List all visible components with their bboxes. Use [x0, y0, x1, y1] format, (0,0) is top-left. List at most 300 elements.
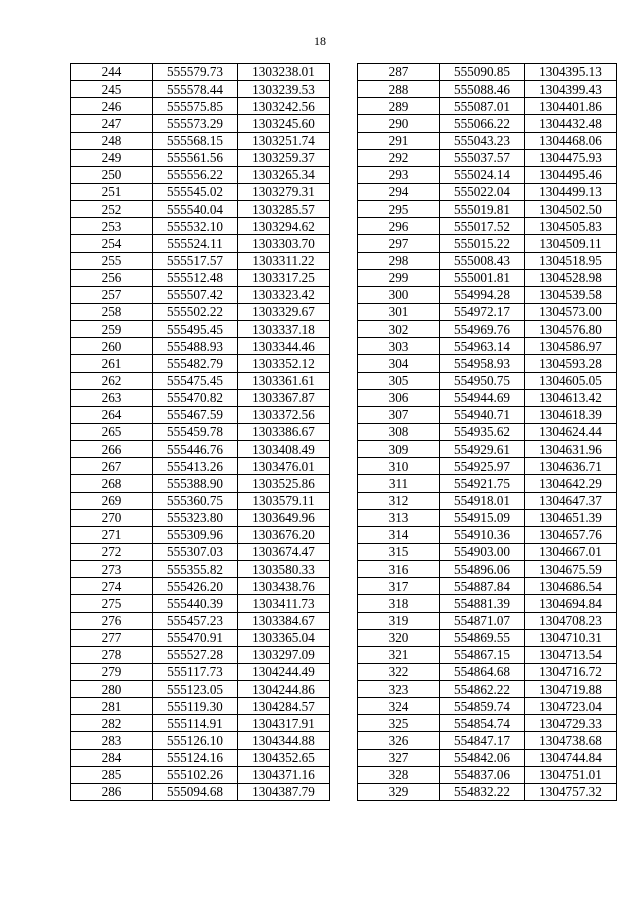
table-row	[71, 475, 330, 492]
point-number-cell: 311	[358, 475, 440, 492]
table-row	[71, 81, 330, 98]
x-coordinate-cell: 555575.85	[153, 98, 238, 115]
table-row	[71, 166, 330, 183]
x-coordinate-cell: 555459.78	[153, 423, 238, 440]
table-row	[71, 561, 330, 578]
table-row	[358, 492, 617, 509]
y-coordinate-cell: 1304686.54	[525, 578, 617, 595]
y-coordinate-cell: 1304757.32	[525, 783, 617, 800]
table-row	[358, 218, 617, 235]
y-coordinate-cell: 1304399.43	[525, 81, 617, 98]
y-coordinate-cell: 1303384.67	[238, 612, 330, 629]
point-number-cell: 257	[71, 286, 153, 303]
y-coordinate-cell: 1303408.49	[238, 441, 330, 458]
x-coordinate-cell: 554915.09	[440, 509, 525, 526]
table-row	[71, 612, 330, 629]
y-coordinate-cell: 1303438.76	[238, 578, 330, 595]
x-coordinate-cell: 555470.82	[153, 389, 238, 406]
x-coordinate-cell: 554903.00	[440, 543, 525, 560]
x-coordinate-cell: 554842.06	[440, 749, 525, 766]
y-coordinate-cell: 1304387.79	[238, 783, 330, 800]
point-number-cell: 304	[358, 355, 440, 372]
table-row	[358, 406, 617, 423]
y-coordinate-cell: 1304636.71	[525, 458, 617, 475]
x-coordinate-cell: 554864.68	[440, 663, 525, 680]
table-row	[71, 406, 330, 423]
x-coordinate-cell: 555426.20	[153, 578, 238, 595]
table-row	[71, 252, 330, 269]
x-coordinate-cell: 555446.76	[153, 441, 238, 458]
y-coordinate-cell: 1304576.80	[525, 321, 617, 338]
point-number-cell: 290	[358, 115, 440, 132]
point-number-cell: 312	[358, 492, 440, 509]
x-coordinate-cell: 555482.79	[153, 355, 238, 372]
point-number-cell: 253	[71, 218, 153, 235]
y-coordinate-cell: 1303386.67	[238, 423, 330, 440]
table-row	[71, 629, 330, 646]
x-coordinate-cell: 554925.97	[440, 458, 525, 475]
y-coordinate-cell: 1304468.06	[525, 132, 617, 149]
table-row	[71, 201, 330, 218]
table-row	[358, 766, 617, 783]
point-number-cell: 249	[71, 149, 153, 166]
y-coordinate-cell: 1303242.56	[238, 98, 330, 115]
point-number-cell: 284	[71, 749, 153, 766]
point-number-cell: 299	[358, 269, 440, 286]
point-number-cell: 323	[358, 681, 440, 698]
y-coordinate-cell: 1304647.37	[525, 492, 617, 509]
y-coordinate-cell: 1303337.18	[238, 321, 330, 338]
table-row	[358, 235, 617, 252]
point-number-cell: 300	[358, 286, 440, 303]
y-coordinate-cell: 1303317.25	[238, 269, 330, 286]
y-coordinate-cell: 1304509.11	[525, 235, 617, 252]
y-coordinate-cell: 1304593.28	[525, 355, 617, 372]
point-number-cell: 263	[71, 389, 153, 406]
x-coordinate-cell: 555022.04	[440, 183, 525, 200]
y-coordinate-cell: 1304539.58	[525, 286, 617, 303]
x-coordinate-cell: 554935.62	[440, 423, 525, 440]
x-coordinate-cell: 554887.84	[440, 578, 525, 595]
y-coordinate-cell: 1304642.29	[525, 475, 617, 492]
x-coordinate-cell: 554950.75	[440, 372, 525, 389]
x-coordinate-cell: 555309.96	[153, 526, 238, 543]
x-coordinate-cell: 555568.15	[153, 132, 238, 149]
table-row	[71, 269, 330, 286]
point-number-cell: 256	[71, 269, 153, 286]
table-row	[71, 646, 330, 663]
point-number-cell: 282	[71, 715, 153, 732]
point-number-cell: 273	[71, 561, 153, 578]
table-row	[71, 749, 330, 766]
x-coordinate-cell: 555126.10	[153, 732, 238, 749]
y-coordinate-cell: 1303580.33	[238, 561, 330, 578]
y-coordinate-cell: 1304518.95	[525, 252, 617, 269]
point-number-cell: 318	[358, 595, 440, 612]
point-number-cell: 294	[358, 183, 440, 200]
point-number-cell: 291	[358, 132, 440, 149]
y-coordinate-cell: 1304657.76	[525, 526, 617, 543]
x-coordinate-cell: 555495.45	[153, 321, 238, 338]
point-number-cell: 252	[71, 201, 153, 218]
point-number-cell: 279	[71, 663, 153, 680]
y-coordinate-cell: 1304729.33	[525, 715, 617, 732]
y-coordinate-cell: 1304401.86	[525, 98, 617, 115]
y-coordinate-cell: 1303367.87	[238, 389, 330, 406]
table-row	[71, 458, 330, 475]
x-coordinate-cell: 555517.57	[153, 252, 238, 269]
point-number-cell: 297	[358, 235, 440, 252]
table-row	[71, 441, 330, 458]
x-coordinate-cell: 555123.05	[153, 681, 238, 698]
x-coordinate-cell: 555087.01	[440, 98, 525, 115]
y-coordinate-cell: 1303525.86	[238, 475, 330, 492]
x-coordinate-cell: 554847.17	[440, 732, 525, 749]
y-coordinate-cell: 1303239.53	[238, 81, 330, 98]
point-number-cell: 328	[358, 766, 440, 783]
table-row	[358, 681, 617, 698]
y-coordinate-cell: 1303285.57	[238, 201, 330, 218]
point-number-cell: 321	[358, 646, 440, 663]
point-number-cell: 327	[358, 749, 440, 766]
y-coordinate-cell: 1303297.09	[238, 646, 330, 663]
table-row	[358, 149, 617, 166]
y-coordinate-cell: 1303674.47	[238, 543, 330, 560]
point-number-cell: 325	[358, 715, 440, 732]
table-row	[358, 269, 617, 286]
point-number-cell: 292	[358, 149, 440, 166]
table-row	[358, 252, 617, 269]
y-coordinate-cell: 1303676.20	[238, 526, 330, 543]
point-number-cell: 313	[358, 509, 440, 526]
x-coordinate-cell: 555015.22	[440, 235, 525, 252]
point-number-cell: 315	[358, 543, 440, 560]
table-row	[358, 715, 617, 732]
table-row	[358, 526, 617, 543]
x-coordinate-cell: 555114.91	[153, 715, 238, 732]
point-number-cell: 307	[358, 406, 440, 423]
point-number-cell: 283	[71, 732, 153, 749]
x-coordinate-cell: 554867.15	[440, 646, 525, 663]
y-coordinate-cell: 1303344.46	[238, 338, 330, 355]
point-number-cell: 266	[71, 441, 153, 458]
table-row	[71, 321, 330, 338]
y-coordinate-cell: 1304502.50	[525, 201, 617, 218]
point-number-cell: 278	[71, 646, 153, 663]
table-row	[71, 595, 330, 612]
table-row	[71, 98, 330, 115]
x-coordinate-cell: 554871.07	[440, 612, 525, 629]
table-row	[358, 595, 617, 612]
table-row	[71, 64, 330, 81]
x-coordinate-cell: 555579.73	[153, 64, 238, 81]
y-coordinate-cell: 1304528.98	[525, 269, 617, 286]
y-coordinate-cell: 1304244.86	[238, 681, 330, 698]
x-coordinate-cell: 555532.10	[153, 218, 238, 235]
table-row	[358, 389, 617, 406]
table-row	[358, 646, 617, 663]
point-number-cell: 326	[358, 732, 440, 749]
x-coordinate-cell: 554918.01	[440, 492, 525, 509]
table-row	[71, 218, 330, 235]
point-number-cell: 305	[358, 372, 440, 389]
x-coordinate-cell: 555578.44	[153, 81, 238, 98]
x-coordinate-cell: 555527.28	[153, 646, 238, 663]
table-row	[358, 183, 617, 200]
point-number-cell: 289	[358, 98, 440, 115]
table-row	[358, 698, 617, 715]
point-number-cell: 293	[358, 166, 440, 183]
x-coordinate-cell: 555467.59	[153, 406, 238, 423]
x-coordinate-cell: 554854.74	[440, 715, 525, 732]
x-coordinate-cell: 555001.81	[440, 269, 525, 286]
x-coordinate-cell: 555355.82	[153, 561, 238, 578]
point-number-cell: 248	[71, 132, 153, 149]
y-coordinate-cell: 1304284.57	[238, 698, 330, 715]
x-coordinate-cell: 555475.45	[153, 372, 238, 389]
table-row	[358, 749, 617, 766]
y-coordinate-cell: 1303294.62	[238, 218, 330, 235]
table-row	[71, 286, 330, 303]
table-row	[358, 783, 617, 800]
table-row	[358, 115, 617, 132]
x-coordinate-cell: 555545.02	[153, 183, 238, 200]
x-coordinate-cell: 554896.06	[440, 561, 525, 578]
table-row	[358, 132, 617, 149]
x-coordinate-cell: 554881.39	[440, 595, 525, 612]
x-coordinate-cell: 554963.14	[440, 338, 525, 355]
point-number-cell: 285	[71, 766, 153, 783]
x-coordinate-cell: 554832.22	[440, 783, 525, 800]
table-row	[71, 681, 330, 698]
point-number-cell: 314	[358, 526, 440, 543]
table-row	[71, 766, 330, 783]
x-coordinate-cell: 555470.91	[153, 629, 238, 646]
point-number-cell: 259	[71, 321, 153, 338]
x-coordinate-cell: 555307.03	[153, 543, 238, 560]
point-number-cell: 244	[71, 64, 153, 81]
y-coordinate-cell: 1304719.88	[525, 681, 617, 698]
x-coordinate-cell: 554969.76	[440, 321, 525, 338]
y-coordinate-cell: 1304573.00	[525, 303, 617, 320]
y-coordinate-cell: 1304475.93	[525, 149, 617, 166]
x-coordinate-cell: 555512.48	[153, 269, 238, 286]
x-coordinate-cell: 554972.17	[440, 303, 525, 320]
point-number-cell: 287	[358, 64, 440, 81]
y-coordinate-cell: 1303579.11	[238, 492, 330, 509]
point-number-cell: 270	[71, 509, 153, 526]
x-coordinate-cell: 555124.16	[153, 749, 238, 766]
point-number-cell: 298	[358, 252, 440, 269]
point-number-cell: 274	[71, 578, 153, 595]
y-coordinate-cell: 1304605.05	[525, 372, 617, 389]
table-row	[358, 64, 617, 81]
table-row	[358, 372, 617, 389]
page-number: 18	[314, 34, 326, 48]
point-number-cell: 309	[358, 441, 440, 458]
point-number-cell: 251	[71, 183, 153, 200]
y-coordinate-cell: 1304675.59	[525, 561, 617, 578]
y-coordinate-cell: 1304751.01	[525, 766, 617, 783]
table-row	[71, 115, 330, 132]
table-row	[71, 235, 330, 252]
point-number-cell: 295	[358, 201, 440, 218]
point-number-cell: 247	[71, 115, 153, 132]
table-row	[358, 509, 617, 526]
table-row	[358, 98, 617, 115]
table-row	[358, 338, 617, 355]
y-coordinate-cell: 1303259.37	[238, 149, 330, 166]
y-coordinate-cell: 1304708.23	[525, 612, 617, 629]
x-coordinate-cell: 555117.73	[153, 663, 238, 680]
point-number-cell: 277	[71, 629, 153, 646]
point-number-cell: 272	[71, 543, 153, 560]
point-number-cell: 310	[358, 458, 440, 475]
y-coordinate-cell: 1304744.84	[525, 749, 617, 766]
table-row	[358, 81, 617, 98]
y-coordinate-cell: 1304395.13	[525, 64, 617, 81]
point-number-cell: 319	[358, 612, 440, 629]
y-coordinate-cell: 1304505.83	[525, 218, 617, 235]
point-number-cell: 281	[71, 698, 153, 715]
x-coordinate-cell: 554862.22	[440, 681, 525, 698]
point-number-cell: 322	[358, 663, 440, 680]
y-coordinate-cell: 1304723.04	[525, 698, 617, 715]
x-coordinate-cell: 554859.74	[440, 698, 525, 715]
point-number-cell: 306	[358, 389, 440, 406]
point-number-cell: 269	[71, 492, 153, 509]
point-number-cell: 271	[71, 526, 153, 543]
point-number-cell: 258	[71, 303, 153, 320]
table-row	[71, 303, 330, 320]
y-coordinate-cell: 1303245.60	[238, 115, 330, 132]
point-number-cell: 268	[71, 475, 153, 492]
x-coordinate-cell: 555043.23	[440, 132, 525, 149]
point-number-cell: 254	[71, 235, 153, 252]
table-row	[71, 423, 330, 440]
y-coordinate-cell: 1303411.73	[238, 595, 330, 612]
point-number-cell: 308	[358, 423, 440, 440]
x-coordinate-cell: 555440.39	[153, 595, 238, 612]
point-number-cell: 317	[358, 578, 440, 595]
x-coordinate-cell: 555008.43	[440, 252, 525, 269]
table-row	[71, 355, 330, 372]
table-row	[358, 629, 617, 646]
table-row	[71, 183, 330, 200]
y-coordinate-cell: 1304618.39	[525, 406, 617, 423]
table-row	[71, 526, 330, 543]
table-row	[358, 578, 617, 595]
y-coordinate-cell: 1304317.91	[238, 715, 330, 732]
coordinates-table-left	[70, 63, 330, 801]
point-number-cell: 245	[71, 81, 153, 98]
x-coordinate-cell: 554994.28	[440, 286, 525, 303]
y-coordinate-cell: 1303311.22	[238, 252, 330, 269]
y-coordinate-cell: 1303238.01	[238, 64, 330, 81]
x-coordinate-cell: 555024.14	[440, 166, 525, 183]
x-coordinate-cell: 555524.11	[153, 235, 238, 252]
y-coordinate-cell: 1303361.61	[238, 372, 330, 389]
x-coordinate-cell: 554940.71	[440, 406, 525, 423]
table-row	[71, 132, 330, 149]
table-row	[358, 166, 617, 183]
table-row	[358, 561, 617, 578]
table-row	[358, 355, 617, 372]
point-number-cell: 286	[71, 783, 153, 800]
y-coordinate-cell: 1304631.96	[525, 441, 617, 458]
table-row	[71, 149, 330, 166]
table-row	[71, 783, 330, 800]
x-coordinate-cell: 555090.85	[440, 64, 525, 81]
x-coordinate-cell: 555019.81	[440, 201, 525, 218]
table-row	[71, 389, 330, 406]
x-coordinate-cell: 554837.06	[440, 766, 525, 783]
x-coordinate-cell: 555457.23	[153, 612, 238, 629]
point-number-cell: 324	[358, 698, 440, 715]
x-coordinate-cell: 555323.80	[153, 509, 238, 526]
x-coordinate-cell: 555360.75	[153, 492, 238, 509]
point-number-cell: 302	[358, 321, 440, 338]
x-coordinate-cell: 555573.29	[153, 115, 238, 132]
table-row	[71, 578, 330, 595]
point-number-cell: 262	[71, 372, 153, 389]
x-coordinate-cell: 555488.93	[153, 338, 238, 355]
point-number-cell: 320	[358, 629, 440, 646]
table-row	[71, 509, 330, 526]
table-row	[71, 372, 330, 389]
table-row	[358, 543, 617, 560]
y-coordinate-cell: 1304624.44	[525, 423, 617, 440]
table-row	[358, 423, 617, 440]
table-row	[71, 543, 330, 560]
point-number-cell: 276	[71, 612, 153, 629]
x-coordinate-cell: 555102.26	[153, 766, 238, 783]
x-coordinate-cell: 554921.75	[440, 475, 525, 492]
y-coordinate-cell: 1304352.65	[238, 749, 330, 766]
table-row	[71, 715, 330, 732]
point-number-cell: 301	[358, 303, 440, 320]
x-coordinate-cell: 554869.55	[440, 629, 525, 646]
y-coordinate-cell: 1303372.56	[238, 406, 330, 423]
point-number-cell: 265	[71, 423, 153, 440]
y-coordinate-cell: 1303329.67	[238, 303, 330, 320]
x-coordinate-cell: 555413.26	[153, 458, 238, 475]
y-coordinate-cell: 1304495.46	[525, 166, 617, 183]
table-row	[358, 458, 617, 475]
y-coordinate-cell: 1303352.12	[238, 355, 330, 372]
table-row	[358, 663, 617, 680]
point-number-cell: 329	[358, 783, 440, 800]
y-coordinate-cell: 1303265.34	[238, 166, 330, 183]
y-coordinate-cell: 1304738.68	[525, 732, 617, 749]
point-number-cell: 275	[71, 595, 153, 612]
y-coordinate-cell: 1304710.31	[525, 629, 617, 646]
x-coordinate-cell: 555017.52	[440, 218, 525, 235]
table-row	[358, 201, 617, 218]
point-number-cell: 260	[71, 338, 153, 355]
x-coordinate-cell: 554958.93	[440, 355, 525, 372]
x-coordinate-cell: 555561.56	[153, 149, 238, 166]
y-coordinate-cell: 1304586.97	[525, 338, 617, 355]
table-row	[71, 338, 330, 355]
x-coordinate-cell: 555540.04	[153, 201, 238, 218]
x-coordinate-cell: 554944.69	[440, 389, 525, 406]
point-number-cell: 261	[71, 355, 153, 372]
y-coordinate-cell: 1304716.72	[525, 663, 617, 680]
x-coordinate-cell: 555556.22	[153, 166, 238, 183]
table-row	[358, 321, 617, 338]
point-number-cell: 255	[71, 252, 153, 269]
